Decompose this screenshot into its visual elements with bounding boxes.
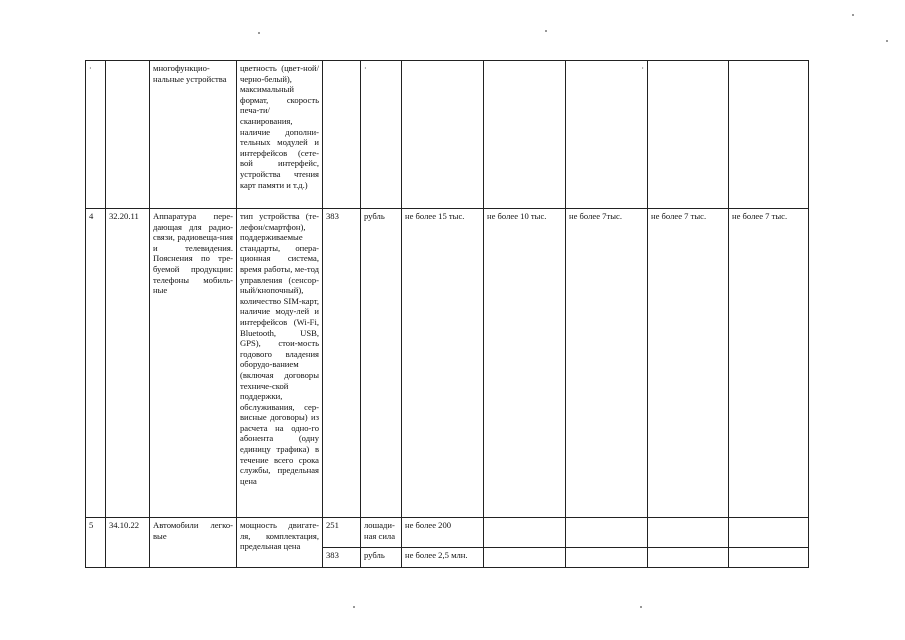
cell-code: 32.20.11: [106, 209, 150, 518]
cell-name: Автомобили легко-вые: [150, 518, 237, 568]
cell-num: 5: [86, 518, 106, 568]
scan-speck: [852, 14, 854, 16]
cell-code: 34.10.22: [106, 518, 150, 568]
cell-value-4: [648, 518, 729, 548]
scan-speck: [353, 606, 355, 608]
table-row-5: [86, 518, 809, 548]
cell-value-4: [648, 61, 729, 209]
cell-value-5: [729, 61, 809, 209]
table-row-4: [86, 209, 809, 518]
cell-value-2: [484, 61, 566, 209]
cell-okei-code: [323, 61, 361, 209]
cell-value-3: ·: [566, 61, 648, 209]
cell-value-1: [402, 61, 484, 209]
cell-value-4: [648, 548, 729, 568]
cell-value-3: не более 7тыс.: [566, 209, 648, 518]
scan-speck: [886, 40, 888, 42]
cell-value-1: не более 200: [402, 518, 484, 548]
cell-value-5: не более 7 тыс.: [729, 209, 809, 518]
cell-num: ·: [86, 61, 106, 209]
cell-value-3: [566, 518, 648, 548]
table-row-mfd: [86, 61, 809, 209]
cell-code: [106, 61, 150, 209]
cell-value-1: не более 15 тыс.: [402, 209, 484, 518]
cell-okei-code: 383: [323, 548, 361, 568]
cell-characteristics: мощность двигате-ля, комплектация, предельная цена: [237, 518, 323, 568]
cell-num: 4: [86, 209, 106, 518]
cell-characteristics: цветность (цвет-ной/черно-белый), максимальный формат, скорость печа-ти/сканирования, наличие дополни-тельных модулей и интерфейсов (сете-вой интерфейс, устройства чтения карт памяти и т.д.): [237, 61, 323, 209]
cell-okei-code: 383: [323, 209, 361, 518]
cell-value-1: не более 2,5 млн.: [402, 548, 484, 568]
scan-speck: [640, 606, 642, 608]
cell-value-2: [484, 548, 566, 568]
cell-value-3: [566, 548, 648, 568]
cell-value-5: [729, 548, 809, 568]
cell-okei-code: 251: [323, 518, 361, 548]
cell-value-2: не более 10 тыс.: [484, 209, 566, 518]
cell-value-5: [729, 518, 809, 548]
scan-speck: [258, 32, 260, 34]
cell-name: многофункцио-нальные устройства: [150, 61, 237, 209]
cell-name: Аппаратура пере-дающая для радио-связи, радиовеща-ния и телевидения. Пояснения по тре-буемой продукции: телефоны мобиль-ные: [150, 209, 237, 518]
cell-unit: рубль: [361, 209, 402, 518]
cell-value-2: [484, 518, 566, 548]
scan-speck: [545, 30, 547, 32]
cell-unit: лошади-ная сила: [361, 518, 402, 548]
requirements-table: [85, 60, 809, 568]
cell-value-4: не более 7 тыс.: [648, 209, 729, 518]
cell-unit: ·: [361, 61, 402, 209]
cell-characteristics: тип устройства (те-лефон/смартфон), поддерживаемые стандарты, опера-ционная система, время работы, ме-тод управления (сенсор-ный/кнопочный), количество SIM-карт, наличие моду-лей и интерфейсов (Wi-Fi, Bluetooth, USB, GPS), стои-мость годового владения оборудо-ванием (включая договоры техниче-ской поддержки, обслуживания, сер-висные договоры) из расчета на одно-го абонента (одну единицу трафика) в течение всего срока службы, предельная цена: [237, 209, 323, 518]
cell-unit: рубль: [361, 548, 402, 568]
